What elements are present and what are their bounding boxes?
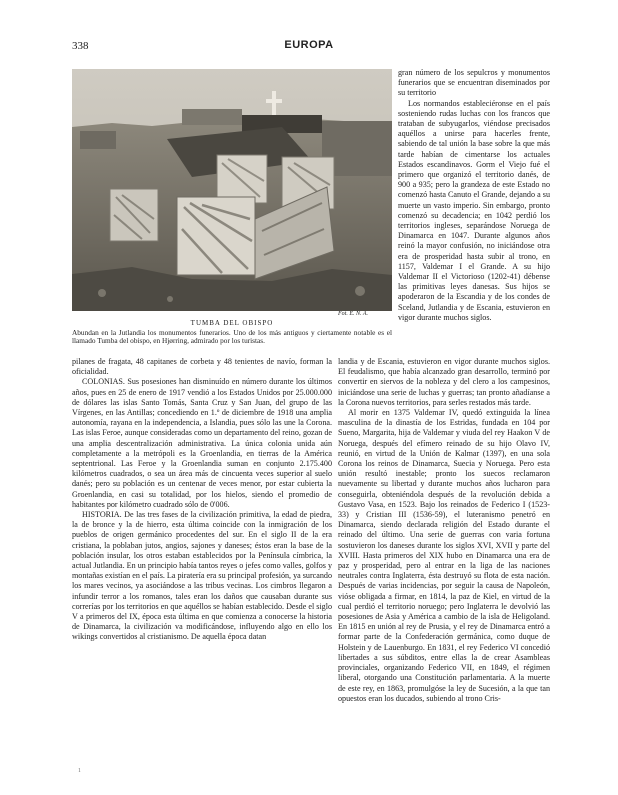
paragraph-colonias: COLONIAS. Sus posesiones han disminuído en número durante los últimos años, pues en 25 de enero de 1917 vendió a los Estados Unidos por 25.000.000 de dólares las islas Santo Tomás, Santa Cruz y San Juan, del grupo de las Vírgenes, en las Antillas; concediendo en 1.º de diciembre de 1918 una amplia autonomía, rayana en la independencia, a Islandia, pues sólo las une la Corona. Las islas Feroe, aunque consideradas como un departamento del reino, gozan de una amplia descentralización administrativa. La única colonia unida aún completamente a la metrópoli es la Groenlandia, en tierras de la América septentrional. Las Feroe y la Groenlandia suman en conjunto 2.175.400 kilómetros cuadrados, o sea un área más de cincuenta veces superior al suelo danés; pero su población es un centenar de veces menor, por estar cubierta la Groenlandia, en casi su totalidad, por los hielos, siendo el promedio de habitantes por kilómetro cuadrado sólo de 0'006. (72, 377, 332, 509)
paragraph: gran número de los sepulcros y monumentos funerarios que se encuentran diseminados por su territorio (398, 68, 550, 98)
paragraph-historia: HISTORIA. De las tres fases de la civilización primitiva, la edad de piedra, la de bronce y la de hierro, esta última coincide con la inmigración de los pueblos de origen germánico procedentes del sur. En el siglo II de la era cristiana, la poblaban jutos, angios, sajones y daneses; éstos eran la base de la población insular, los otros estaban establecidos por la Península címbrica, la actual Jutlandia. En un principio había tantos reyes o jefes como valles, golfos y montañas existían en el país. La piratería era su principal profesión, ya surcando los mares vecinos, ya asociándose a las tribus vecinas. Los cimbros llegaron a infundir terror a los romanos, tales eran los daños que causaban durante sus correrías por los territorios en que aquéllos se habían establecido. Desde el siglo V a primeros del IX, época esta última en que comienza a conocerse la historia de Dinamarca, la civilización va modificándose, influyendo algo en ello los wikings convertidos al cristianismo. De aquella época datan (72, 510, 332, 642)
figure-title: TUMBA DEL OBISPO (190, 319, 274, 327)
running-title: EUROPA (284, 39, 334, 51)
tomb-photograph (72, 69, 392, 311)
tomb-photo-illustration (72, 69, 392, 311)
paragraph: Al morir en 1375 Valdemar IV, quedó extinguida la línea masculina de la dinastía de los Estridas, fundada en 104 por Sueno, Margarita, hija de Valdemar y viuda del rey Haakon V de Noruega, después del efímero reinado de su hijo Olavo IV, reunió, en virtud de la Unión de Kalmar (1397), en una sola Corona los reinos de Dinamarca, Suecia y Noruega. Pero esta unión resultó inestable; pronto los suecos reclamaron nuevamente su libertad y durante muchos años lucharon para conseguirla, obteniéndola después de la revolución debida a Gustavo Vasa, en 1523. Bajo los reinados de Federico I (1523-33) y Cristian III (1536-59), el luteranismo penetró en Dinamarca, siendo declarada religión del Estado durante el reinado del último. Una serie de guerras con varia fortuna sostuvieron los daneses durante los siglos XVI, XVII y parte del XVIII. Hasta primeros del XIX hubo en Dinamarca una era de paz y prosperidad, pero al entrar en la liga de las naciones neutrales contra Inglaterra, ésta destruyó su flota de esta nación. Después de varias incidencias, por seguir la causa de Napoleón, vióse obligada a firmar, en 1814, la paz de Kiel, en virtud de la cual perdió el territorio noruego; pero Inglaterra le devolvió las posesiones de Asia y América a cambio de la isla de Heligoland. En 1815 en unión al rey de Prusia, y el rey de Dinamarca entró a formar parte de la Confederación germánica, como duque de Holstein y de Lauenburgo. En 1831, el rey Federico VI concedió libertades a sus súbditos, entre ellas la de crear Asambleas provinciales, organizando Federico VII, en 1849, el régimen liberal, otorgando una Constitución parlamentaria. A la muerte de este rey, en 1863, promulgóse la ley de Sucesión, a la que tan opuestos eran los ducados, subiendo al trono Cris- (338, 408, 550, 703)
left-column (72, 357, 332, 643)
right-column-top (398, 68, 550, 323)
figure-caption: Abundan en la Jutlandia los monumentos funerarios. Uno de los más antiguos y ciertamente notable es el llamado Tumba del obispo, en Hjørring, admirado por los turistas. (72, 328, 392, 346)
right-column-bottom (338, 357, 550, 704)
paragraph: landia y de Escania, estuvieron en vigor durante muchos siglos. El feudalismo, que había alcanzado gran desarrollo, terminó por convertir en siervos de la nobleza y del clero a los campesinos, iniciándose una serie de luchas y guerras; tan pronto añadíanse a la Corona nuevos territorios, para serles restados más tarde. (338, 357, 550, 407)
paragraph: pilanes de fragata, 48 capitanes de corbeta y 48 tenientes de navío, forman la oficialidad. (72, 357, 332, 377)
footer-mark: 1 (78, 768, 81, 774)
page-number: 338 (72, 40, 89, 52)
photo-credit: Fot. E. N. A. (338, 311, 369, 317)
paragraph: Los normandos estableciéronse en el país sosteniendo rudas luchas con los francos que trataban de subyugarlos, viéndose precisados aquéllos a unirse para hacerles frente, sabiendo de tal unión la base sobre la que más tarde habían de cimentarse los actuales Estados escandinavos. Gorm el Viejo fué el primero que organizó el territorio danés, de 900 a 935; pero la grandeza de este Estado no comenzó hasta Canuto el Grande, dejando a su muerte un vasto imperio. Sin embargo, pronto comenzó su decadencia; en 1042 perdió los territorios ingleses, separándose Noruega de Dinamarca en 1047. Durante algunos años reinó la mayor confusión, no iniciándose otra era de prosperidad hasta subir al trono, en 1157, Valdemar I el Grande. A su hijo Valdemar II el Victorioso (1202-41) débense las primitivas leyes danesas. Sus hijos se apoderaron de la Escandia y de los condes de Sceland, Jutlandia y de Escania, estuvieron en vigor durante muchos siglos. (398, 98, 550, 322)
